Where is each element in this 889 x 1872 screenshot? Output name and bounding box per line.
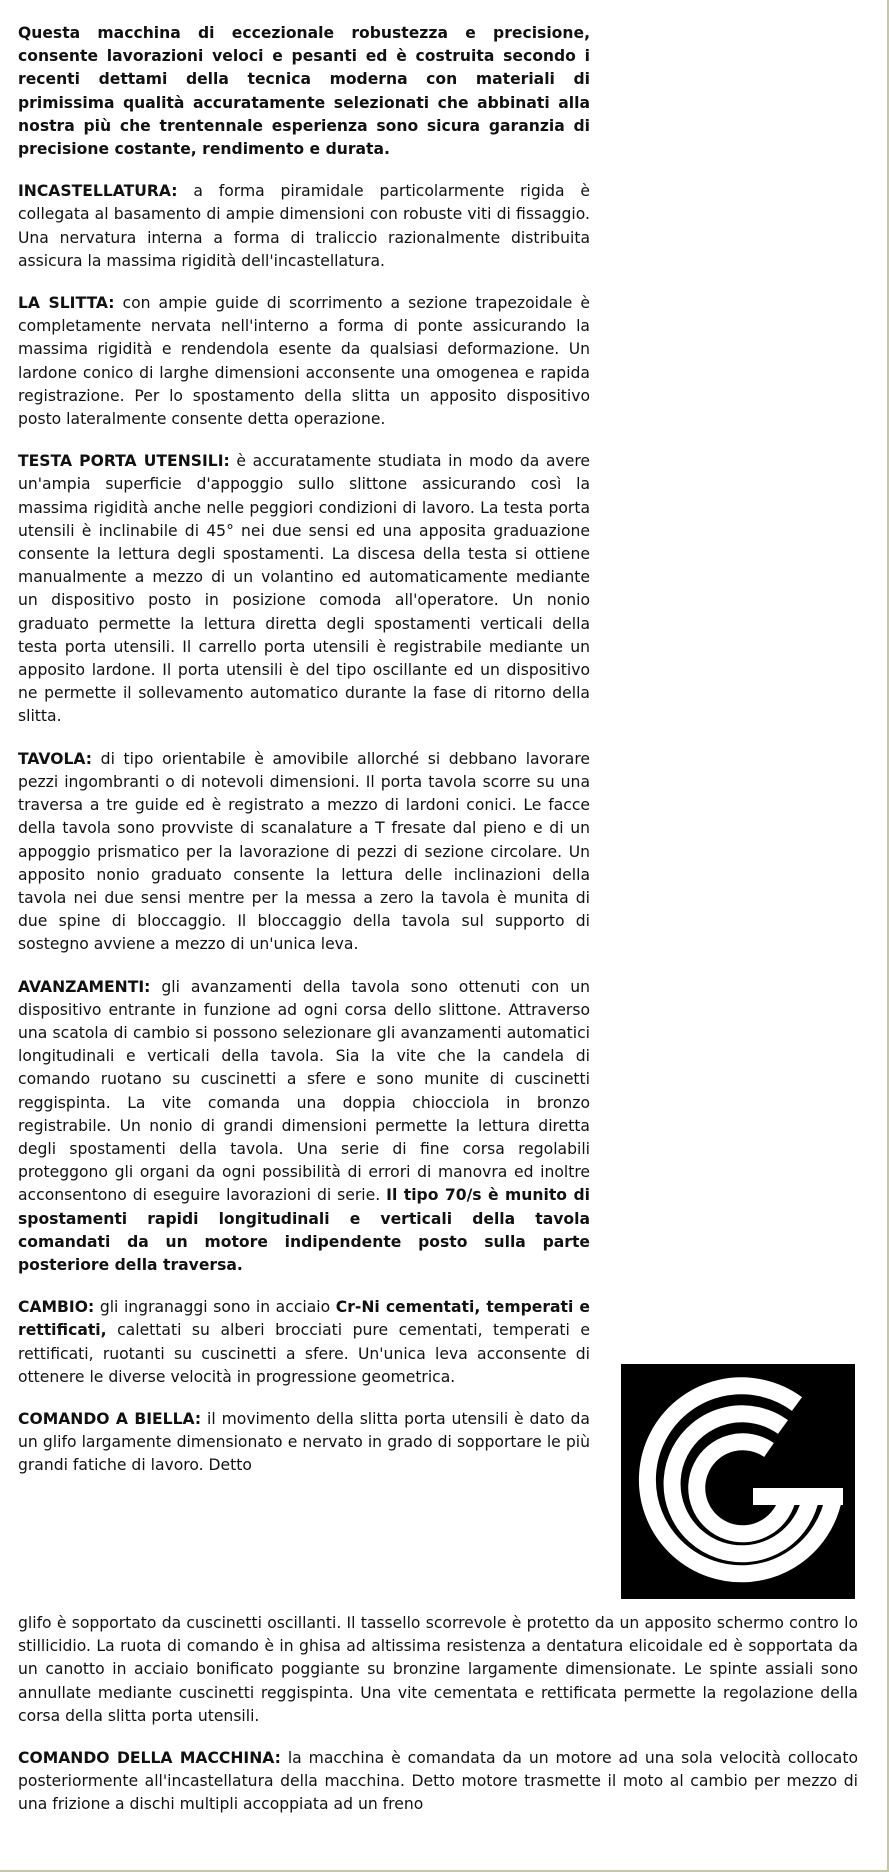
section-slitta	[18, 292, 590, 431]
section-heading: AVANZAMENTI:	[18, 977, 151, 996]
logo-crossbar	[753, 1488, 843, 1505]
section-text: a forma piramidale particolarmente rigida è collegata al basamento di ampie dimensioni con robuste viti di fissaggio. Una nervatura interna a forma di traliccio razionalmente distribuita assicura la massima rigidità dell'incastellatura.	[18, 182, 590, 270]
section-heading: LA SLITTA:	[18, 294, 115, 313]
section-testa-porta-utensili	[18, 450, 590, 728]
section-bold-text: Il tipo 70/s è munito di spostamenti rapidi longitudinali e verticali della tavola comandati da un motore indipendente posto sulla parte posteriore della traversa.	[18, 1186, 590, 1274]
section-heading: CAMBIO:	[18, 1298, 95, 1317]
section-heading: COMANDO DELLA MACCHINA:	[18, 1749, 281, 1768]
section-heading: TAVOLA:	[18, 749, 93, 768]
g-monogram-logo	[621, 1364, 855, 1599]
section-cambio	[18, 1296, 590, 1389]
section-text: con ampie guide di scorrimento a sezione trapezoidale è completamente nervata nell'interno a forma di ponte assicurando la massima rigidità e rendendola esente da qualsiasi deformazione. Un lardone conico di larghe dimensioni acconsente una omogenea e rapida registrazione. Per lo spostamento della slitta un apposito dispositivo posto lateralmente consente detta operazione.	[18, 294, 590, 429]
section-comando-della-macchina	[18, 1747, 858, 1817]
section-bold-text: Cr-Ni cementati, temperati e rettificati,	[18, 1298, 590, 1340]
g-monogram-icon	[621, 1364, 855, 1599]
section-heading: INCASTELLATURA:	[18, 182, 178, 201]
section-comando-a-biella-continuation: glifo è sopportato da cuscinetti oscillanti. Il tassello scorrevole è protetto da un apposito schermo contro lo stillicidio. La ruota di comando è in ghisa ad altissima resistenza a dentatura elicoidale ed è sopportata da un canotto in acciaio bonificato poggiante su bronzine largamente dimensionate. Le spinte assiali sono annullate mediante cuscinetti reggispinta. Una vite cementata e rettificata permette la regolazione della corsa della slitta porta utensili.	[18, 1614, 858, 1725]
section-text: la macchina è comandata da un motore ad una sola velocità collocato posteriormente all'incastellatura della macchina. Detto motore trasmette il moto al cambio per mezzo di una frizione a dischi multipli accoppiata ad un freno	[18, 1749, 858, 1814]
section-text: gli avanzamenti della tavola sono ottenuti con un dispositivo entrante in funzione ad ogni corsa dello slittone. Attraverso una scatola di cambio si possono selezionare gli avanzamenti automatici longitudinali e verticali della tavola. Sia la vite che la candela di comando ruotano su cuscinetti a sfere e sono munite di cuscinetti reggispinta. La vite comanda una doppia chiocciola in bronzo registrabile. Un nonio di grandi dimensioni permette la lettura diretta degli spostamenti della tavola. Una serie di fine corsa regolabili proteggono gli organi da ogni possibilità di errori di manovra ed inoltre acconsentono di eseguire lavorazioni di serie.	[18, 977, 590, 1205]
intro-paragraph: Questa macchina di eccezionale robustezza e precisione, consente lavorazioni veloci e pesanti ed è costruita secondo i recenti dettami della tecnica moderna con materiali di primissima qualità accuratamente selezionati che abbinati alla nostra più che trentennale esperienza sono sicura garanzia di precisione costante, rendimento e durata.	[18, 24, 590, 159]
section-heading: TESTA PORTA UTENSILI:	[18, 452, 230, 471]
section-heading: COMANDO A BIELLA:	[18, 1409, 202, 1428]
section-comando-a-biella	[18, 1408, 590, 1478]
section-text: di tipo orientabile è amovibile allorché si debbano lavorare pezzi ingombranti o di notevoli dimensioni. Il porta tavola scorre su una traversa a tre guide ed è registrato a mezzo di lardoni conici. Le facce della tavola sono provviste di scanalature a T fresate dal pieno e di un appoggio prismatico per la lavorazione di pezzi di sezione circolare. Un apposito nonio graduato consente la lettura delle inclinazioni della tavola nei due sensi mentre per la messa a zero la tavola è munita di due spine di bloccaggio. Il bloccaggio della tavola sul supporto di sostegno avviene a mezzo di un'unica leva.	[18, 749, 590, 954]
section-text: il movimento della slitta porta utensili è dato da un glifo largamente dimensionato e nervato in grado di sopportare le più grandi fatiche di lavoro. Detto	[18, 1409, 590, 1475]
section-avanzamenti	[18, 976, 590, 1278]
wide-column	[18, 1612, 858, 1836]
section-text: calettati su alberi brocciati pure cementati, temperati e rettificati, ruotanti su cuscinetti a sfere. Un'unica leva acconsente di ottenere le diverse velocità in progressione geometrica.	[18, 1321, 590, 1386]
section-text: gli ingranaggi sono in acciaio	[99, 1298, 331, 1317]
section-incastellatura	[18, 180, 590, 273]
section-tavola	[18, 748, 590, 957]
narrow-column	[18, 22, 590, 1497]
logo-background	[621, 1364, 855, 1599]
section-text: è accuratamente studiata in modo da avere un'ampia superficie d'appoggio sullo slittone assicurando così la massima rigidità anche nelle peggiori condizioni di lavoro. La testa porta utensili è inclinabile di 45° nei due sensi ed una apposita graduazione consente la lettura degli spostamenti. La discesa della testa si ottiene manualmente a mezzo di un volantino ed automaticamente mediante un dispositivo posto in posizione comoda all'operatore. Un nonio graduato permette la lettura diretta degli spostamenti verticali della testa porta utensili. Il carrello porta utensili è registrabile mediante un apposito lardone. Il porta utensili è del tipo oscillante ed un dispositivo ne permette il sollevamento automatico durante la fase di ritorno della slitta.	[18, 452, 590, 726]
